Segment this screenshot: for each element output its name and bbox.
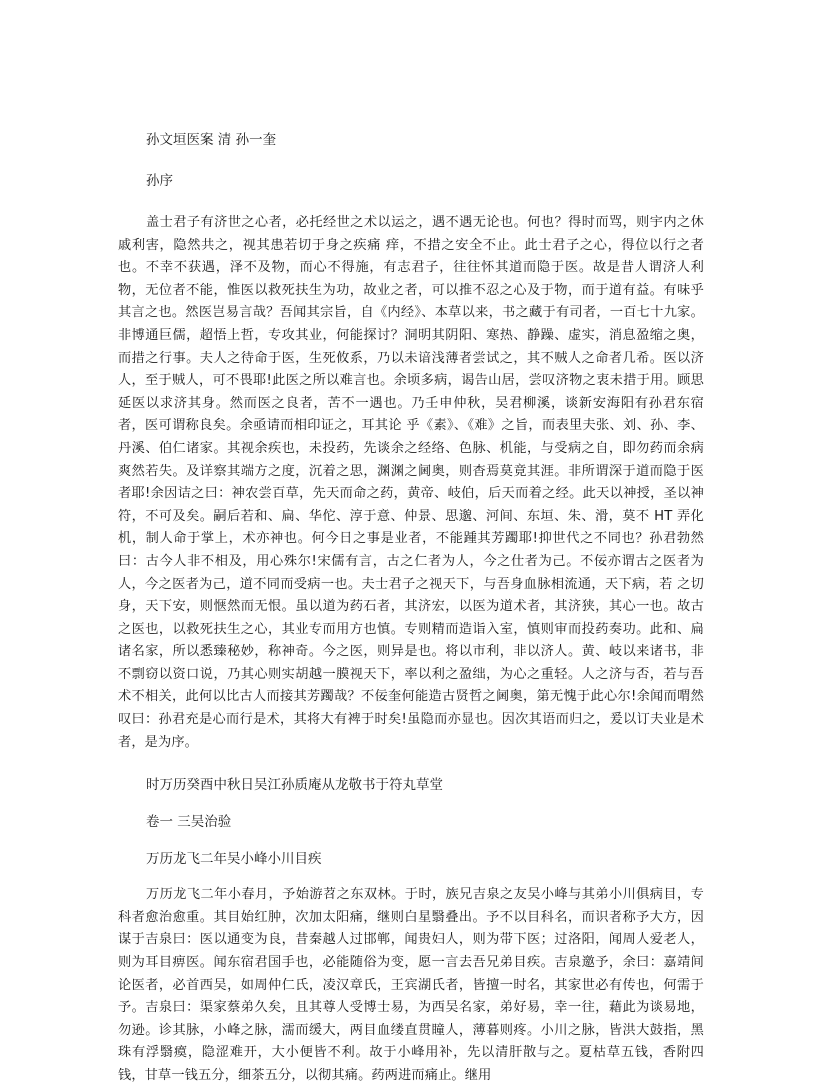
document-content bbox=[118, 128, 704, 1088]
preface-heading: 孙序 bbox=[146, 173, 173, 189]
volume-heading: 卷一 三吴治验 bbox=[146, 814, 232, 831]
case-heading: 万历龙飞二年吴小峰小川目疾 bbox=[146, 851, 322, 868]
book-title-line: 孙文垣医案 清 孙一奎 bbox=[146, 132, 277, 148]
case-body: 万历龙飞二年小春月，予始游苕之东双林。于时，族兄吉泉之友吴小峰与其弟小川俱病目，专科者愈治愈重。其目始红肿，次加太阳痛，继则白星翳叠出。予不以目科名，而识者称予大方，因谋于吉泉曰：医以通变为良，昔秦越人过邯郸，闻贵妇人，则为带下医；过洛阳，闻周人爱老人，则为耳目痹医。闻东宿君国手也，必能随俗为变，愿一言去吾兄弟目疾。吉泉邀予，余曰：嘉靖间论医者，必首西吴，如周仲仁氏，凌汉章氏，王宾湖氏者，皆擅一时名，其家世必有传也，何需于予。吉泉曰：渠家蔡弟久矣，且其尊人受博士易，为西吴名家，弟好易，幸一往，藉此为谈易地，勿逊。诊其脉，小峰之脉，濡而缓大，两目血缕直贯瞳人，薄暮则疼。小川之脉，皆洪大鼓指，黑珠有浮翳瘼，隐涩难开，大小便皆不利。故于小峰用补，先以清肝散与之。夏枯草五钱，香附四钱，甘草一钱五分，细茶五分，以彻其痛。药两进而痛止。继用 bbox=[118, 887, 704, 1083]
preface-body: 盖士君子有济世之心者，必托经世之术以运之，遇不遇无论也。何也？得时而骂，则宇内之休戚利害，隐然共之，视其患若切于身之疾痛 痒，不措之安全不止。此士君子之心，得位以行之者也。不幸不获遇，泽不及物，而心不得施，有志君子，往往怀其道而隐于医。故是昔人谓济人利物，无位者不能，惟医以救死扶生为功，故业之者，可以推不忍之心及于物，而于道有益。有味乎其言之也。然医岂易言哉？吾闻其宗旨，自《内经》、本草以来，书之藏于有司者，一百七十九家。非博通巨儒，超悟上哲，专攻其业，何能探讨？洞明其阴阳、寒热、静躁、虚实，消息盈缩之奥，而措之行事。夫人之待命于医，生死攸系，乃以未谙浅薄者尝试之，其不贼人之命者几希。医以济人，至于贼人，可不畏耶!此医之所以难言也。余顷多病，谒告山居，尝叹济物之衷未措于用。顾思延医以求济其身。然而医之良者，苦不一遇也。乃壬申仲秋，吴君柳溪，谈新安海阳有孙君东宿者，医可谓称良矣。余亟请而相印证之，耳其论 乎《素》、《难》之旨，而表里夫张、刘、孙、李、丹溪、伯仁诸家。其视余疾也，未投药，先谈余之经络、色脉、机能，与受病之自，即勿药而余病爽然若失。及详察其端方之度，沉着之思，渊渊之阃奥，则杳焉莫竟其涯。非所谓深于道而隐于医者耶!余因诘之曰：神农尝百草，先天而命之药，黄帝、岐伯，后天而着之经。此天以神授，圣以神符，不可及矣。嗣后若和、扁、华佗、淳于意、仲景、思邈、河间、东垣、朱、滑，莫不 HT 弄化机，制人命于掌上，术亦神也。何今日之事是业者，不能踵其芳躅耶!抑世代之不同也？孙君勃然曰：古今人非不相及，用心殊尔!宋儒有言，古之仁者为人，今之仕者为己。不佞亦谓古之医者为人，今之医者为己，道不同而受病一也。夫士君子之视天下，与吾身血脉相流通，天下病，若 之切身，天下安，则惬然而无恨。虽以道为药石者，其济宏，以医为道术者，其济狭，其心一也。故古之医也，以救死扶生之心，其业专而用方也慎。专则精而造诣入室，慎则审而投药奏功。此和、扁诸名家，所以悉臻秘妙，称神奇。今之医，则异是也。将以市利，非以济人。黄、岐以来诸书，非不剽窃以资口说，乃其心则实胡越一膜视天下，率以利之盈绌，为心之重轻。人之济与否，若与吾术不相关，此何以比古人而接其芳躅哉？不佞奎何能造古贤哲之阃奥，第无愧于此心尔!余闻而喟然叹曰：孙君充是心而行是术，其将大有裨于时矣!虽隐而亦显也。因次其语而归之，爰以订夫业是术者，是为序。 bbox=[118, 215, 704, 750]
preface-signature: 时万历癸酉中秋日吴江孙质庵从龙敬书于符丸草堂 bbox=[146, 777, 443, 794]
